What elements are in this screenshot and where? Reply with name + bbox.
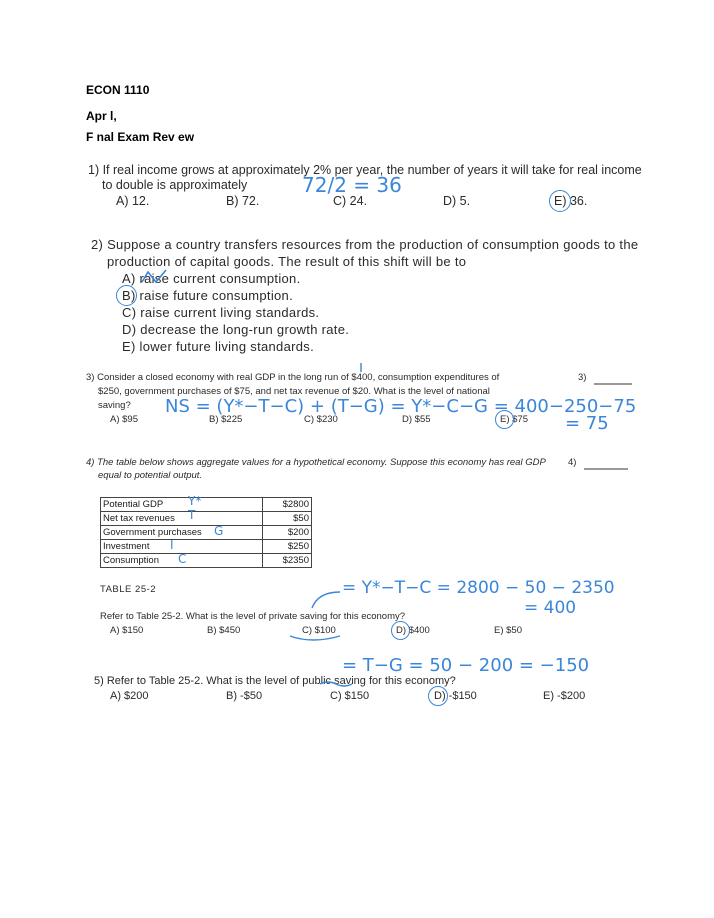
underline-mark <box>320 682 352 686</box>
q3-handwriting-line2: = 75 <box>565 413 609 434</box>
q4-text-line1: 4) The table below shows aggregate values for a hypothetical economy. Suppose this economy has real GDP <box>86 457 546 468</box>
q4-option-d: D) $400 <box>396 625 430 636</box>
note-i: I <box>170 538 174 552</box>
q3-text-line3: saving? <box>98 400 131 411</box>
q5-option-e: E) -$200 <box>543 690 586 702</box>
q4-answer-label: 4) <box>568 457 577 468</box>
q5-option-b: B) -$50 <box>226 690 263 702</box>
table-cell-value: $50 <box>262 512 311 526</box>
table-cell-label: Consumption <box>101 554 263 568</box>
q5-text: 5) Refer to Table 25-2. What is the level of public saving for this economy? <box>94 675 456 687</box>
q3-option-e: E) $75 <box>500 414 528 425</box>
q2-text-line1: 2) Suppose a country transfers resources from the production of consumption goods to the <box>91 237 639 252</box>
q2-option-e: E) lower future living standards. <box>122 339 314 354</box>
date-line: Apr l, <box>86 109 117 123</box>
q4-option-c: C) $100 <box>302 625 336 636</box>
note-t: T <box>188 508 196 522</box>
underline-mark <box>290 636 340 640</box>
q1-text-line1: 1) If real income grows at approximately 2% per year, the number of years it will take for real income <box>88 163 642 177</box>
q1-option-c: C) 24. <box>333 194 368 208</box>
q3-option-d: D) $55 <box>402 414 431 425</box>
q2-option-a: A) raise current consumption. <box>122 271 301 286</box>
course-code: ECON 1110 <box>86 83 150 97</box>
note-g: G <box>214 524 224 538</box>
q1-option-a: A) 12. <box>116 194 150 208</box>
q3-handwriting-line1: NS = (Y*−T−C) + (T−G) = Y*−C−G = 400−250−75 <box>165 396 637 417</box>
q2-option-c: C) raise current living standards. <box>122 305 320 320</box>
note-y-star: Y* <box>188 494 202 508</box>
q3-text-line1: 3) Consider a closed economy with real GDP in the long run of $400, consumption expenditures of <box>86 372 500 383</box>
table-cell-value: $2350 <box>262 554 311 568</box>
table-cell-label: Government purchases <box>101 526 263 540</box>
table-cell-value: $200 <box>262 526 311 540</box>
document-title: F nal Exam Rev ew <box>86 130 195 144</box>
q4-handwriting-line1: = Y*−T−C = 2800 − 50 − 2350 <box>342 578 615 598</box>
arrow-mark <box>312 592 340 608</box>
q1-option-d: D) 5. <box>443 194 471 208</box>
q4-text-line2: equal to potential output. <box>98 470 203 481</box>
q1-handwriting: 72/2 = 36 <box>302 173 402 197</box>
q2-text-line2: production of capital goods. The result of this shift will be to <box>107 254 467 269</box>
q3-option-a: A) $95 <box>110 414 138 425</box>
table-cell-value: $250 <box>262 540 311 554</box>
q4-handwriting-line2: = 400 <box>524 598 577 618</box>
q4-option-b: B) $450 <box>207 625 241 636</box>
q4-question-text: Refer to Table 25-2. What is the level of private saving for this economy? <box>100 611 406 622</box>
q3-option-c: C) $230 <box>304 414 338 425</box>
table-cell-value: $2800 <box>262 498 311 512</box>
q4-option-a: A) $150 <box>110 625 144 636</box>
table-cell-label: Potential GDP <box>101 498 263 512</box>
q5-handwriting: = T−G = 50 − 200 = −150 <box>342 655 590 676</box>
q5-option-d: D) -$150 <box>434 690 477 702</box>
q2-option-b: B) raise future consumption. <box>122 288 293 303</box>
q5-option-a: A) $200 <box>110 690 149 702</box>
q1-option-b: B) 72. <box>226 194 260 208</box>
q1-option-e: E) 36. <box>554 194 588 208</box>
q3-answer-label: 3) <box>578 372 587 383</box>
q3-option-b: B) $225 <box>209 414 243 425</box>
table-cell-label: Net tax revenues <box>101 512 263 526</box>
note-c: C <box>178 552 187 566</box>
q1-text-line2: to double is approximately <box>102 178 248 192</box>
q2-option-d: D) decrease the long-run growth rate. <box>122 322 350 337</box>
q5-option-c: C) $150 <box>330 690 370 702</box>
q3-text-line2: $250, government purchases of $75, and net tax revenue of $20. What is the level of national <box>98 386 490 397</box>
q4-option-e: E) $50 <box>494 625 522 636</box>
table-cell-label: Investment <box>101 540 263 554</box>
table-caption: TABLE 25-2 <box>100 584 157 595</box>
scribble-mark <box>142 270 166 282</box>
